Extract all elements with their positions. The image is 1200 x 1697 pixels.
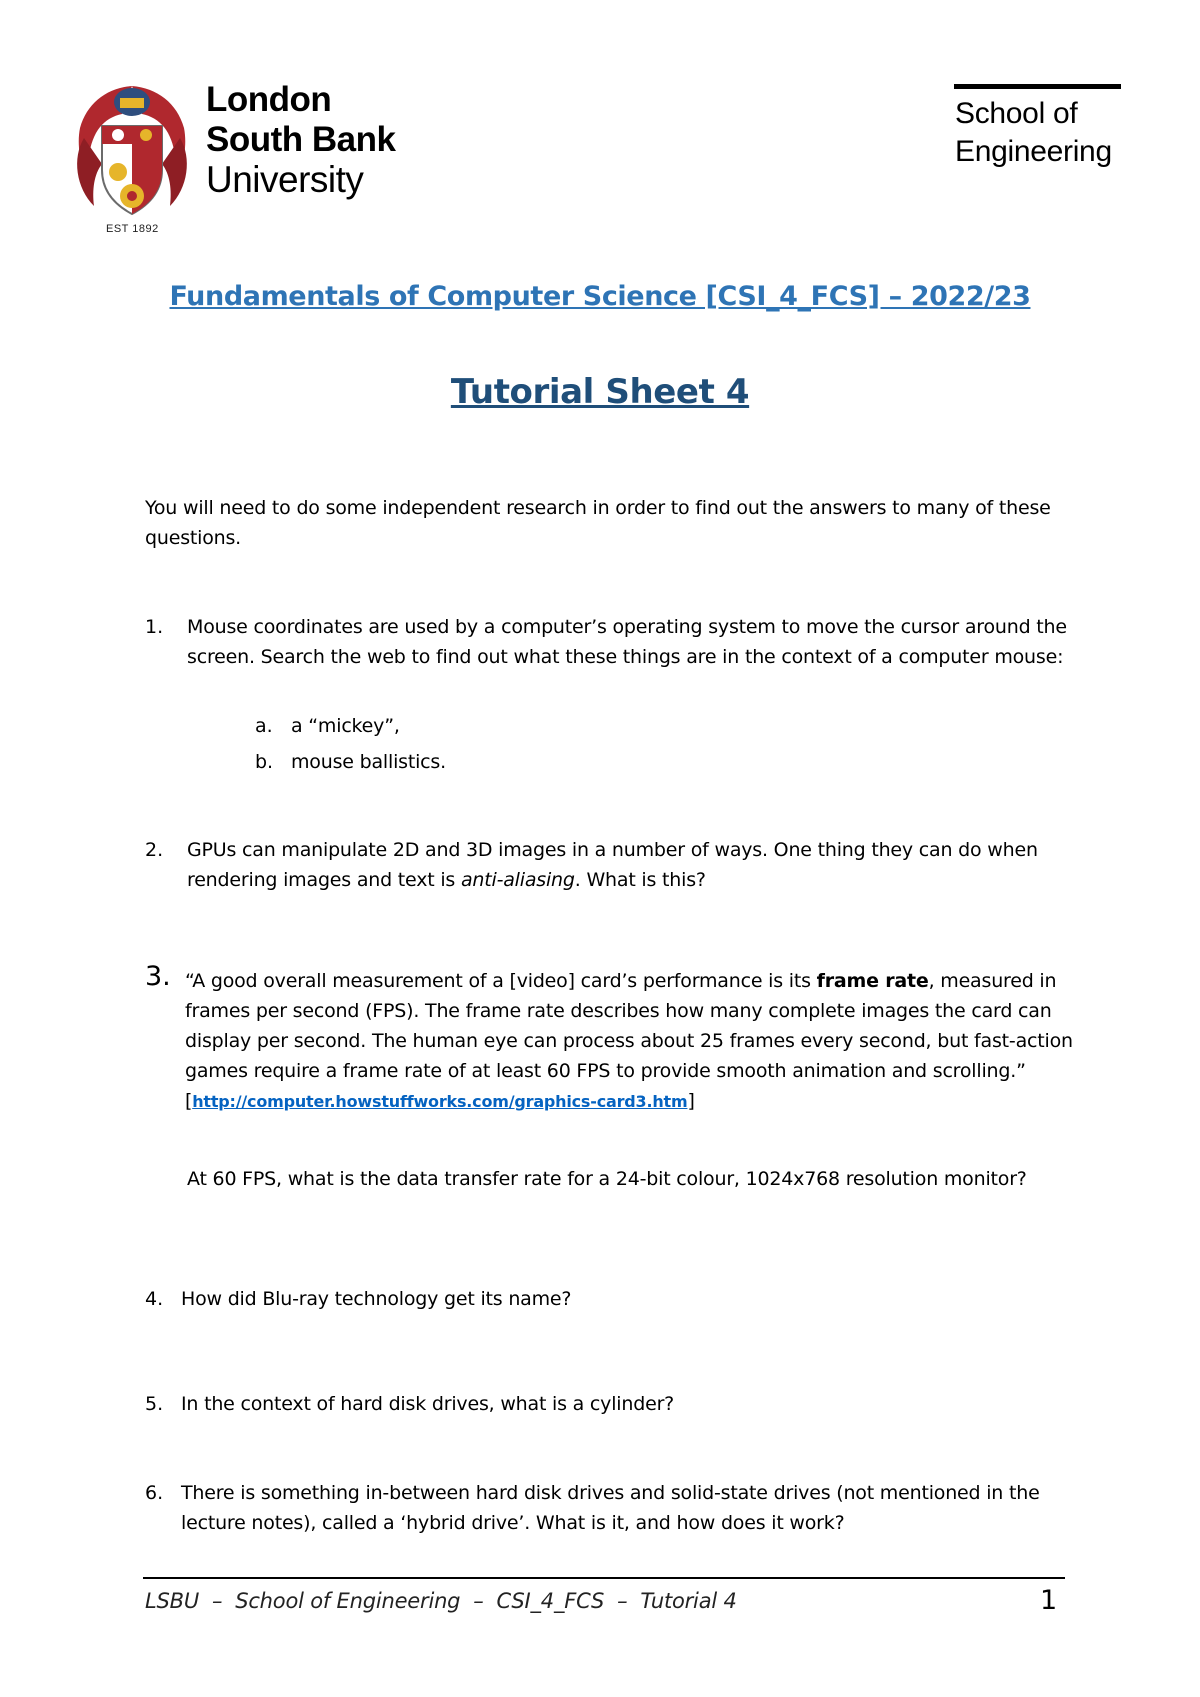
question-1-number: 1.: [145, 616, 164, 638]
question-1b-text: mouse ballistics.: [291, 751, 446, 773]
intro-paragraph: You will need to do some independent research in order to find out the answers to many of these questions.: [145, 497, 1051, 549]
question-2-text-after: . What is this?: [574, 869, 706, 891]
school-name: [955, 95, 1112, 171]
question-6-number: 6.: [145, 1482, 164, 1504]
question-3-source-link[interactable]: http://computer.howstuffworks.com/graphics-card3.htm: [192, 1092, 688, 1111]
question-5-text: In the context of hard disk drives, what is a cylinder?: [181, 1393, 675, 1415]
course-title: Fundamentals of Computer Science [CSI_4_FCS] – 2022/23: [169, 281, 1031, 312]
school-rule: [954, 84, 1121, 89]
university-name-line1: London: [206, 80, 332, 119]
school-name-line1: School of: [955, 97, 1078, 130]
question-1a-letter: a.: [255, 715, 273, 737]
footer-text: LSBU – School of Engineering – CSI_4_FCS – Tutorial 4: [145, 1589, 737, 1613]
question-6-text: There is something in-between hard disk drives and solid-state drives (not mentioned in the lecture notes), called a ‘hybrid drive’. What is it, and how does it work?: [181, 1482, 1040, 1534]
university-crest-logo: [72, 78, 192, 228]
established-year: EST 1892: [106, 223, 159, 235]
question-3-quote-before: “A good overall measurement of a [video] card’s performance is its: [185, 970, 817, 992]
university-name-line2: South Bank: [206, 120, 396, 159]
question-3-number: 3.: [145, 961, 171, 992]
question-4-number: 4.: [145, 1288, 164, 1310]
question-2-text: [187, 835, 1067, 895]
question-1a-text: a “mickey”,: [291, 715, 400, 737]
question-3-quote: [185, 966, 1075, 1117]
question-3-question: At 60 FPS, what is the data transfer rate for a 24-bit colour, 1024x768 resolution monitor?: [187, 1168, 1027, 1190]
question-1-text: Mouse coordinates are used by a computer’s operating system to move the cursor around the screen. Search the web to find out what these things are in the context of a computer mouse:: [187, 616, 1067, 668]
page-number: 1: [1040, 1585, 1058, 1616]
question-1b-letter: b.: [255, 751, 274, 773]
question-2-text-before: GPUs can manipulate 2D and 3D images in a number of ways. One thing they can do when rendering images and text is: [187, 839, 1038, 891]
question-2-number: 2.: [145, 839, 164, 861]
question-3-quote-after: , measured in frames per second (FPS). The frame rate describes how many complete images the card can display per second. The human eye can process about 25 frames every second, but fast-action games require a frame rate of at least 60 FPS to provide smooth animation and scrolling.” [: [185, 970, 1073, 1112]
university-name-line3: University: [206, 159, 364, 200]
sheet-title: Tutorial Sheet 4: [450, 372, 750, 412]
question-3-quote-bold: frame rate: [816, 970, 929, 992]
footer-rule: [143, 1577, 1065, 1579]
question-3-quote-close: ]: [687, 1090, 695, 1112]
school-name-line2: Engineering: [955, 135, 1112, 168]
question-5-number: 5.: [145, 1393, 164, 1415]
question-2-text-italic: anti-aliasing: [460, 869, 575, 891]
question-4-text: How did Blu-ray technology get its name?: [181, 1288, 572, 1310]
university-name: [206, 80, 395, 200]
